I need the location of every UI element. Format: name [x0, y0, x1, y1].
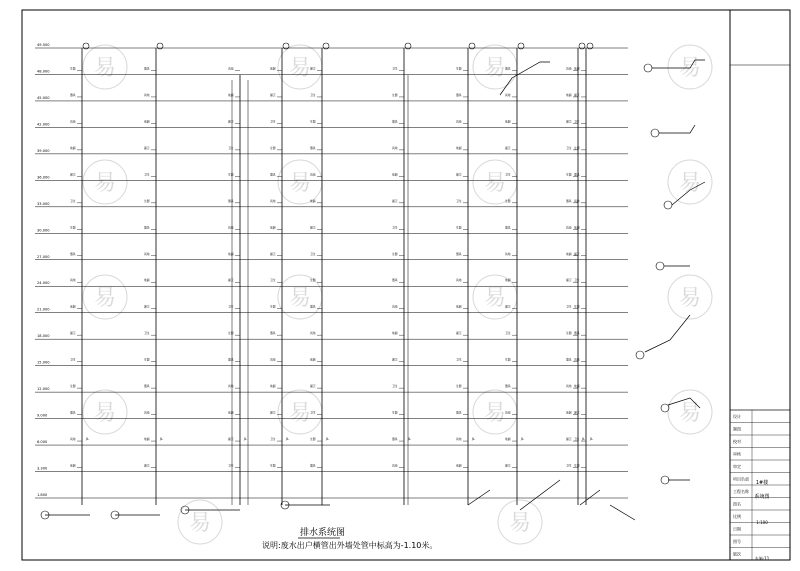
- branch-label: 漏卫: [144, 145, 150, 150]
- branch-label: 漏卫: [228, 119, 234, 124]
- branch-label: 具地: [70, 278, 76, 283]
- floor-level-label: 48.000: [37, 69, 50, 74]
- branch-label: 漏卫: [505, 145, 511, 150]
- floor-level-label: 42.000: [37, 122, 50, 127]
- branch-label: 漏卫: [392, 198, 398, 203]
- branch-label: 生器: [144, 198, 150, 203]
- branch-label: 具地: [310, 172, 316, 177]
- floor-level-label: 12.000: [37, 387, 50, 392]
- branch-label: 卫生: [70, 357, 76, 362]
- detail-outlet-marker: [651, 129, 659, 137]
- branch-label: 漏卫: [392, 357, 398, 362]
- branch-label: 器具: [566, 198, 572, 203]
- outlet-pipe-angled: [468, 490, 490, 505]
- branch-label: 地漏: [310, 357, 316, 362]
- watermark-text: 易: [288, 171, 312, 196]
- title-block-scale: 1:100: [756, 520, 768, 525]
- branch-label: 生器: [310, 278, 316, 283]
- floor-level-label: 36.000: [37, 175, 50, 180]
- branch-label: 生器: [144, 357, 150, 362]
- floor-level-label: 3.300: [37, 466, 48, 471]
- branch-label: 生器: [574, 145, 580, 150]
- branch-label: 漏卫: [228, 278, 234, 283]
- branch-label: 生器: [270, 304, 276, 309]
- branch-label: 生器: [574, 463, 580, 468]
- title-block-project: 1#楼: [755, 480, 769, 486]
- branch-label: 卫生: [505, 172, 511, 177]
- branch-label: 器具: [456, 251, 462, 256]
- branch-label: 生器: [70, 384, 76, 389]
- branch-label: 地漏: [505, 119, 511, 124]
- floor-level-label: 49.500: [37, 43, 50, 47]
- floor-level-label: 9.000: [37, 413, 48, 418]
- branch-label: 器具: [505, 66, 511, 71]
- branch-label: 生器: [228, 331, 234, 336]
- branch-label: 卫生: [144, 172, 150, 177]
- watermark-text: 易: [188, 511, 212, 536]
- branch-label: 生器: [456, 225, 462, 230]
- branch-label: 漏卫: [70, 172, 76, 177]
- branch-label: 地漏: [392, 172, 398, 177]
- branch-label: 地漏: [456, 145, 462, 150]
- watermark-text: 易: [93, 401, 117, 426]
- branch-label: 地漏: [456, 304, 462, 309]
- branch-label: 器具: [310, 463, 316, 468]
- branch-label: 生器: [566, 331, 572, 336]
- branch-label: 卫生: [228, 463, 234, 468]
- branch-label: 漏卫: [566, 119, 572, 124]
- watermark-text: 易: [678, 401, 702, 426]
- floor-level-label: 39.000: [37, 148, 50, 153]
- branch-label: 器具: [566, 357, 572, 362]
- watermark-text: 易: [288, 401, 312, 426]
- title-block-sheet-number: 水施-11: [754, 556, 770, 561]
- watermark-text: 易: [288, 286, 312, 311]
- branch-label: 地漏: [70, 463, 76, 468]
- branch-label: 地漏: [228, 251, 234, 256]
- branch-label: 具地: [456, 278, 462, 283]
- branch-label: 地漏: [574, 66, 580, 71]
- floor-level-label: 18.000: [37, 334, 50, 339]
- branch-label: 卫生: [144, 331, 150, 336]
- title-block-row-label: 日期: [733, 526, 741, 532]
- branch-label: 器具: [505, 225, 511, 230]
- branch-label: 器具: [310, 145, 316, 150]
- branch-label: 生器: [70, 66, 76, 71]
- branch-label: 地漏: [566, 92, 572, 97]
- riser-tag: JL: [590, 437, 593, 441]
- branch-label: 器具: [144, 225, 150, 230]
- branch-label: 漏卫: [456, 331, 462, 336]
- riser-tag: JL: [408, 437, 411, 441]
- branch-label: 漏卫: [566, 437, 572, 442]
- branch-label: 地漏: [228, 92, 234, 97]
- watermark-text: 易: [483, 56, 507, 81]
- branch-label: 具地: [574, 198, 580, 203]
- title-block-row-label: 设计: [733, 414, 741, 419]
- outlet-pipe-angled: [520, 480, 560, 510]
- branch-label: 器具: [392, 119, 398, 124]
- title-block-row-label: 审定: [733, 464, 741, 469]
- detail-outlet-marker: [644, 64, 652, 72]
- branch-label: 具地: [392, 304, 398, 309]
- title-block-row-label: 版次: [733, 551, 741, 557]
- branch-label: 漏卫: [310, 225, 316, 230]
- riser-tag: JL: [472, 437, 475, 441]
- floor-level-label: 30.000: [37, 228, 50, 233]
- branch-label: 卫生: [310, 251, 316, 256]
- branch-label: 具地: [228, 225, 234, 230]
- branch-label: 具地: [566, 66, 572, 71]
- branch-label: 地漏: [574, 225, 580, 230]
- watermark-text: 易: [483, 401, 507, 426]
- branch-label: 卫生: [456, 198, 462, 203]
- title-block-row-label: 项目负责: [733, 476, 749, 482]
- branch-label: 地漏: [270, 384, 276, 389]
- branch-label: 卫生: [392, 225, 398, 230]
- branch-label: 卫生: [566, 463, 572, 468]
- branch-label: 生器: [70, 225, 76, 230]
- branch-label: 具地: [566, 384, 572, 389]
- outer-border: [22, 10, 790, 560]
- riser-tag: JL: [582, 437, 585, 441]
- branch-label: 地漏: [270, 225, 276, 230]
- branch-label: 器具: [144, 66, 150, 71]
- branch-label: 地漏: [574, 384, 580, 389]
- branch-label: 具地: [392, 145, 398, 150]
- branch-label: 生器: [310, 437, 316, 442]
- branch-label: 生器: [392, 251, 398, 256]
- floor-level-label: 21.000: [37, 307, 50, 312]
- title-block-row-label: 图号: [733, 539, 741, 544]
- branch-label: 卫生: [228, 145, 234, 150]
- branch-label: 器具: [70, 92, 76, 97]
- branch-label: 地漏: [70, 145, 76, 150]
- branch-label: 器具: [310, 304, 316, 309]
- branch-label: 地漏: [566, 410, 572, 415]
- branch-label: 漏卫: [228, 437, 234, 442]
- branch-label: 生器: [566, 172, 572, 177]
- detail-outlet-marker: [661, 404, 669, 412]
- floor-level-label: 27.000: [37, 254, 50, 259]
- outlet-pipe-angled: [610, 505, 635, 520]
- branch-label: 器具: [456, 92, 462, 97]
- branch-label: 卫生: [456, 357, 462, 362]
- branch-label: 生器: [270, 463, 276, 468]
- branch-label: 具地: [228, 66, 234, 71]
- branch-label: 卫生: [228, 304, 234, 309]
- riser-pipes: [41, 43, 635, 520]
- branch-label: 卫生: [270, 437, 276, 442]
- branch-label: 卫生: [566, 304, 572, 309]
- floor-level-label: 15.000: [37, 360, 50, 365]
- branch-label: 漏卫: [144, 463, 150, 468]
- branch-label: 漏卫: [310, 66, 316, 71]
- branch-label: 器具: [392, 437, 398, 442]
- branch-label: 卫生: [310, 410, 316, 415]
- branch-label: 器具: [574, 331, 580, 336]
- branch-label: 漏卫: [456, 172, 462, 177]
- branch-label: 漏卫: [574, 92, 580, 97]
- detail-pipe: [659, 125, 695, 133]
- riser-tag: JL: [160, 437, 163, 441]
- branch-label: 生器: [310, 119, 316, 124]
- watermark-text: 易: [678, 171, 702, 196]
- drawing-frame: [22, 10, 790, 560]
- branch-label: 卫生: [566, 145, 572, 150]
- title-block-row-label: 图名: [733, 501, 741, 507]
- riser-tag: JL: [244, 437, 247, 441]
- riser-tag: JL: [521, 437, 524, 441]
- drawing-note: 说明:废水出户横管出外墙处管中标高为-1.10米。: [262, 541, 438, 550]
- branch-label: 具地: [392, 463, 398, 468]
- branch-label: 具地: [270, 357, 276, 362]
- branch-label: 卫生: [574, 278, 580, 283]
- branch-label: 生器: [392, 410, 398, 415]
- branch-label: 具地: [70, 119, 76, 124]
- watermark-text: 易: [678, 286, 702, 311]
- floor-level-label: 24.000: [37, 281, 50, 286]
- title-block-drawing-name: 系统图: [754, 494, 770, 500]
- floor-level-label: 6.000: [37, 440, 48, 445]
- branch-label: 器具: [270, 172, 276, 177]
- branch-label: 漏卫: [574, 410, 580, 415]
- branch-label: 地漏: [456, 463, 462, 468]
- branch-label: 卫生: [392, 66, 398, 71]
- branch-label: 漏卫: [566, 278, 572, 283]
- branch-label: 器具: [70, 410, 76, 415]
- branch-label: 具地: [270, 198, 276, 203]
- branch-label: 具地: [566, 225, 572, 230]
- title-block-row-label: 比例: [733, 514, 741, 519]
- watermark-text: 易: [678, 56, 702, 81]
- branch-label: 器具: [228, 357, 234, 362]
- branch-label: 具地: [70, 437, 76, 442]
- branch-label: 地漏: [566, 251, 572, 256]
- detail-outlet-marker: [661, 476, 669, 484]
- watermark-text: 易: [288, 56, 312, 81]
- branch-label: 生器: [392, 92, 398, 97]
- branch-label: 生器: [574, 304, 580, 309]
- floor-level-label: 1.800: [37, 493, 48, 497]
- branch-label: 器具: [228, 198, 234, 203]
- branch-label: 卫生: [574, 119, 580, 124]
- branch-label: 生器: [505, 198, 511, 203]
- branch-label: 漏卫: [310, 384, 316, 389]
- detail-pipe: [645, 315, 690, 352]
- branch-label: 器具: [144, 384, 150, 389]
- branch-label: 具地: [310, 331, 316, 336]
- branch-label: 漏卫: [270, 92, 276, 97]
- branch-label: 器具: [574, 172, 580, 177]
- branch-label: 器具: [456, 410, 462, 415]
- branch-label: 地漏: [505, 437, 511, 442]
- riser-tag: JL: [286, 437, 289, 441]
- branch-label: 器具: [270, 331, 276, 336]
- branch-label: 地漏: [144, 437, 150, 442]
- branch-label: 具地: [144, 92, 150, 97]
- riser-tag: JL: [86, 437, 89, 441]
- branch-label: 器具: [505, 384, 511, 389]
- riser-tag: JL: [326, 437, 329, 441]
- branch-label: 器具: [392, 278, 398, 283]
- branch-label: 卫生: [270, 278, 276, 283]
- watermark-text: 易: [508, 511, 532, 536]
- branch-label: 生器: [456, 66, 462, 71]
- branch-label: 生器: [505, 357, 511, 362]
- branch-label: 地漏: [144, 278, 150, 283]
- title-block-row-label: 审核: [733, 451, 741, 457]
- outlet-pipe-angled: [580, 490, 600, 505]
- branch-label: 具地: [144, 410, 150, 415]
- detail-outlet-marker: [656, 262, 664, 270]
- floor-level-label: 33.000: [37, 201, 50, 206]
- branch-label: 具地: [574, 357, 580, 362]
- branch-label: 漏卫: [505, 463, 511, 468]
- branch-label: 漏卫: [505, 304, 511, 309]
- branch-label: 器具: [70, 251, 76, 256]
- branch-label: 卫生: [505, 331, 511, 336]
- branch-label: 地漏: [505, 278, 511, 283]
- title-block-row-label: 工程名称: [733, 489, 749, 494]
- floor-lines: [35, 43, 628, 498]
- detail-outlet-marker: [636, 351, 644, 359]
- branch-label: 漏卫: [70, 331, 76, 336]
- branch-label: 漏卫: [144, 304, 150, 309]
- branch-label: 地漏: [144, 119, 150, 124]
- watermark-text: 易: [93, 171, 117, 196]
- branch-label: 卫生: [270, 119, 276, 124]
- drawing-title: 排水系统图: [300, 528, 346, 538]
- watermark-text: 易: [483, 286, 507, 311]
- branch-label: 具地: [505, 410, 511, 415]
- detail-outlet-marker: [664, 201, 672, 209]
- branch-label: 具地: [228, 384, 234, 389]
- branch-label: 具地: [144, 251, 150, 256]
- branch-label: 地漏: [310, 198, 316, 203]
- branch-label: 地漏: [270, 66, 276, 71]
- branch-label: 地漏: [228, 410, 234, 415]
- watermark-text: 易: [483, 171, 507, 196]
- branch-label: 生器: [456, 384, 462, 389]
- branch-label: 漏卫: [270, 251, 276, 256]
- title-block-row-label: 制图: [733, 426, 741, 432]
- title-block-row-label: 校对: [733, 439, 741, 444]
- branch-label: 卫生: [574, 437, 580, 442]
- watermark-text: 易: [93, 56, 117, 81]
- watermark-text: 易: [93, 286, 117, 311]
- branch-label: 具地: [456, 119, 462, 124]
- floor-level-label: 45.000: [37, 95, 50, 100]
- branch-label: 地漏: [70, 304, 76, 309]
- branch-label: 生器: [270, 145, 276, 150]
- branch-label: 漏卫: [574, 251, 580, 256]
- branch-label: 具地: [505, 251, 511, 256]
- branch-label: 卫生: [70, 198, 76, 203]
- branch-label: 漏卫: [270, 410, 276, 415]
- branch-label: 卫生: [310, 92, 316, 97]
- branch-label: 具地: [505, 92, 511, 97]
- branch-label: 地漏: [392, 331, 398, 336]
- branch-label: 具地: [456, 437, 462, 442]
- branch-label: 卫生: [392, 384, 398, 389]
- branch-label: 生器: [228, 172, 234, 177]
